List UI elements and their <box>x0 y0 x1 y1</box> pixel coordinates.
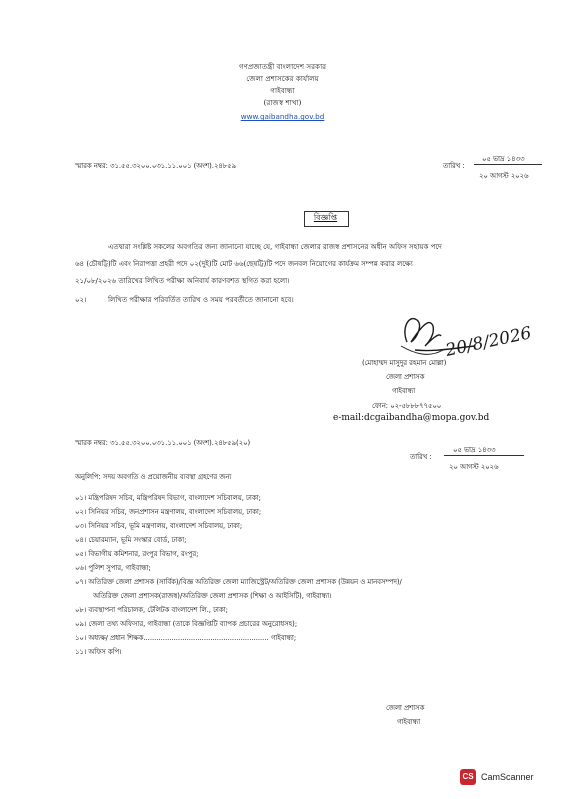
copy-item: ০৮। ব্যবস্থাপনা পরিচালক, টেলিটক বাংলাদেশ লি., ঢাকা; <box>75 606 228 614</box>
memo-date-bengali: ০৫ ভাদ্র ১৪৩৩ <box>482 155 525 163</box>
header-district: গাইবান্ধা <box>270 86 295 95</box>
memo-date-gregorian: ২০ আগস্ট ২০২৬ <box>479 172 529 180</box>
notice-para1-line3: ২১/০৮/২০২৬ তারিখের লিখিত পরীক্ষা অনিবার্য কারণবশত স্থগিত করা হলো। <box>75 277 290 285</box>
memo2-ref-number: স্মারক নম্বর: ৩১.৫৫.৩২০০.০৩১.১১.০০১ (অংশ).২৪৮৫৯(২০) <box>75 439 251 447</box>
memo2-date-gregorian: ২০ আগস্ট ২০২৬ <box>449 463 499 471</box>
camscanner-label: CamScanner <box>481 772 534 782</box>
header-govt: গণপ্রজাতন্ত্রী বাংলাদেশ সরকার <box>238 62 327 71</box>
memo-date-label: তারিখ : <box>443 162 465 170</box>
notice-para1-line2: ৬৪ (চৌষট্টি)টি এবং নিরাপত্তা প্রহরী পদে ০২(দুই)টি মোট ৬৬(ছেষট্টি)টি পদে জনবল নিয়োগের কার্যক্রম সম্পন্ন করার লক্ষ্যে <box>75 260 413 268</box>
copy-item: ০৭। অতিরিক্ত জেলা প্রশাসক (সার্বিক)/বিজ্ঞ অতিরিক্ত জেলা ম্যাজিস্ট্রেট/অতিরিক্ত জেলা প্রশাসক (উন্নয়ন ও মানবসম্পদ)/ <box>75 578 402 586</box>
copy-item: ০৩। সিনিয়র সচিব, ভূমি মন্ত্রণালয়, বাংলাদেশ সচিবালয়, ঢাকা; <box>75 522 243 530</box>
copy-item: ০১। মন্ত্রিপরিষদ সচিব, মন্ত্রিপরিষদ বিভাগ, বাংলাদেশ সচিবালয়, ঢাকা; <box>75 494 261 502</box>
copy-item: ০৬। পুলিশ সুপার, গাইবান্ধা; <box>75 564 151 572</box>
notice-para2-number: ০২। <box>75 296 87 304</box>
notice-para2-text: লিখিত পরীক্ষার পরিবর্তিত তারিখ ও সময় পরবর্তীতে জানানো হবে। <box>108 296 294 304</box>
memo2-date-label: তারিখ : <box>410 453 432 461</box>
notice-title: বিজ্ঞপ্তি <box>313 213 338 222</box>
camscanner-logo-icon <box>460 769 476 785</box>
header-office: জেলা প্রশাসকের কার্যালয় <box>246 74 319 83</box>
memo2-date-divider <box>444 455 524 456</box>
copy-item: ১১। অফিস কপি। <box>75 648 122 656</box>
copy-item: ০৪। চেয়ারম্যান, ভূমি সংস্কার বোর্ড, ঢাকা; <box>75 536 187 544</box>
signature-date: 20/8/2026 <box>443 323 534 361</box>
memo-ref-number: স্মারক নম্বর: ৩১.৫৫.৩২০০.০৩১.১১.০০১ (অংশ).২৪৮৫৯ <box>75 162 237 170</box>
copy-item: ১০। অধ্যক্ষ/ প্রধান শিক্ষক.......................................................... গাইবান্ধা; <box>75 634 297 642</box>
copy-item-continuation: অতিরিক্ত জেলা প্রশাসক(রাজস্ব)/অতিরিক্ত জেলা প্রশাসক (শিক্ষা ও আইসিটি), গাইবান্ধা। <box>93 592 332 600</box>
header-website-link[interactable]: www.gaibandha.gov.bd <box>240 112 325 121</box>
copy-item: ০২। সিনিয়র সচিব, জনপ্রশাসন মন্ত্রণালয়, বাংলাদেশ সচিবালয়, ঢাকা; <box>75 508 262 516</box>
signatory-phone: ফোন: ০২-৫৮৮৮৭৭৫০০ <box>372 402 442 410</box>
copy-item: ০৯। জেলা তথ্য অফিসার, গাইবান্ধা (তাকে বিজ্ঞপ্তিটি ব্যাপক প্রচারের অনুরোধসহ); <box>75 620 298 628</box>
footer-designation: জেলা প্রশাসক <box>386 704 425 712</box>
signatory-name: (মোহাম্মদ মাসুদুর রহমান মোল্লা) <box>362 359 447 367</box>
footer-district: গাইবান্ধা <box>397 718 421 726</box>
notice-para1-line1: এতদ্বারা সংশ্লিষ্ট সকলের অবগতির জন্য জানানো যাচ্ছে যে, গাইবান্ধা জেলার রাজস্ব প্রশাসনের অধীন অফিস সহায়ক পদে <box>108 243 442 251</box>
copy-heading: অনুলিপি: সদয় অবগতি ও প্রয়োজনীয় ব্যবস্থা গ্রহণের জন্য <box>75 473 232 481</box>
memo2-date-bengali: ০৫ ভাদ্র ১৪৩৩ <box>453 446 496 454</box>
camscanner-logo-text: CS <box>462 772 474 781</box>
signatory-district: গাইবান্ধা <box>392 387 416 395</box>
header-section: (রাজস্ব শাখা) <box>263 98 302 107</box>
memo-date-divider <box>474 164 542 165</box>
signatory-email: e-mail:dcgaibandha@mopa.gov.bd <box>333 413 490 423</box>
signatory-designation: জেলা প্রশাসক <box>386 373 425 381</box>
copy-item: ০৫। বিভাগীয় কমিশনার, রংপুর বিভাগ, রংপুর; <box>75 550 199 558</box>
